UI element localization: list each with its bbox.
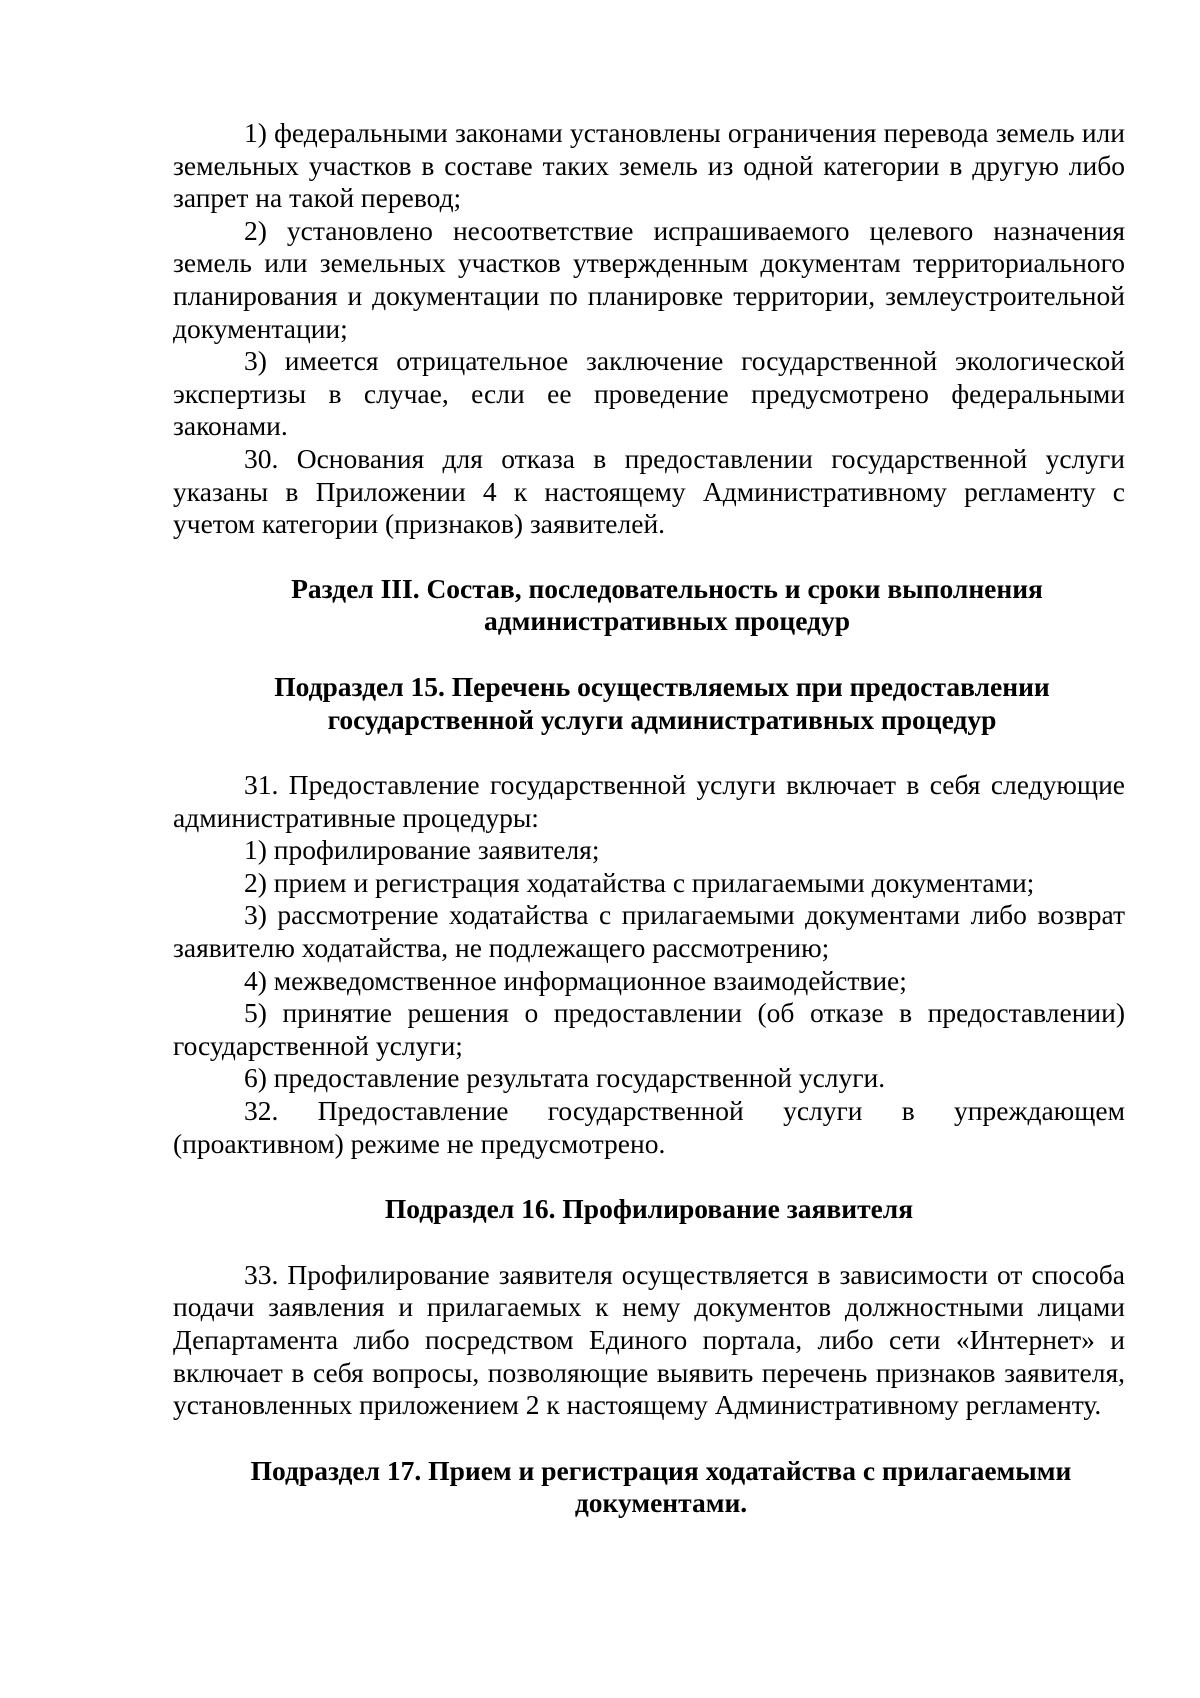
procedure-item-6: 6) предоставление результата государственной услуги.	[244, 1062, 886, 1094]
document-body	[173, 117, 1125, 1520]
paragraph-item-3: 3) имеется отрицательное заключение государственной экологической экспертизы в случае, если ее проведение предусмотрено федеральными законами.	[173, 345, 1125, 442]
paragraph-31: 31. Предоставление государственной услуги включает в себя следующие административные процедуры:	[173, 769, 1125, 833]
spacer	[173, 736, 1125, 769]
procedure-item-1: 1) профилирование заявителя;	[244, 834, 600, 866]
procedure-item-2: 2) прием и регистрация ходатайства с прилагаемыми документами;	[244, 866, 1035, 898]
spacer	[173, 1160, 1125, 1193]
spacer	[173, 638, 1125, 671]
subsection-heading-15: Подраздел 15. Перечень осуществляемых при предоставлении государственной услуги административных процедур	[274, 670, 1050, 735]
paragraph-32: 32. Предоставление государственной услуги в упреждающем (проактивном) режиме не предусмотрено.	[173, 1095, 1125, 1159]
section-heading-3: Раздел III. Состав, последовательность и сроки выполнения административных процедур	[291, 572, 1043, 637]
procedure-item-5: 5) принятие решения о предоставлении (об отказе в предоставлении) государственной услуги;	[173, 997, 1125, 1061]
paragraph-item-1: 1) федеральными законами установлены ограничения перевода земель или земельных участков в составе таких земель из одной категории в другую либо запрет на такой перевод;	[173, 117, 1125, 214]
paragraph-33: 33. Профилирование заявителя осуществляется в зависимости от способа подачи заявления и прилагаемых к нему документов должностными лицами Департамента либо посредством Единого портала, либо сети «Интернет» и включает в себя вопросы, позволяющие выявить перечень признаков заявителя, установленных приложением 2 к настоящему Административному регламенту.	[173, 1258, 1125, 1421]
procedure-item-3: 3) рассмотрение ходатайства с прилагаемыми документами либо возврат заявителю ходатайства, не подлежащего рассмотрению;	[173, 899, 1125, 964]
subsection-heading-16: Подраздел 16. Профилирование заявителя	[384, 1193, 914, 1225]
paragraph-30: 30. Основания для отказа в предоставлении государственной услуги указаны в Приложении 4 к настоящему Административному регламенту с учетом категории (признаков) заявителей.	[173, 442, 1125, 540]
subsection-heading-17: Подраздел 17. Прием и регистрация ходатайства с прилагаемыми документами.	[250, 1454, 1072, 1519]
spacer	[173, 1226, 1125, 1259]
spacer	[173, 1422, 1125, 1455]
paragraph-item-2: 2) установлено несоответствие испрашиваемого целевого назначения земель или земельных участков утвержденным документам территориального планирования и документации по планировке территории, землеустроительной документации;	[173, 214, 1125, 344]
spacer	[173, 541, 1125, 573]
procedure-item-4: 4) межведомственное информационное взаимодействие;	[244, 964, 907, 996]
